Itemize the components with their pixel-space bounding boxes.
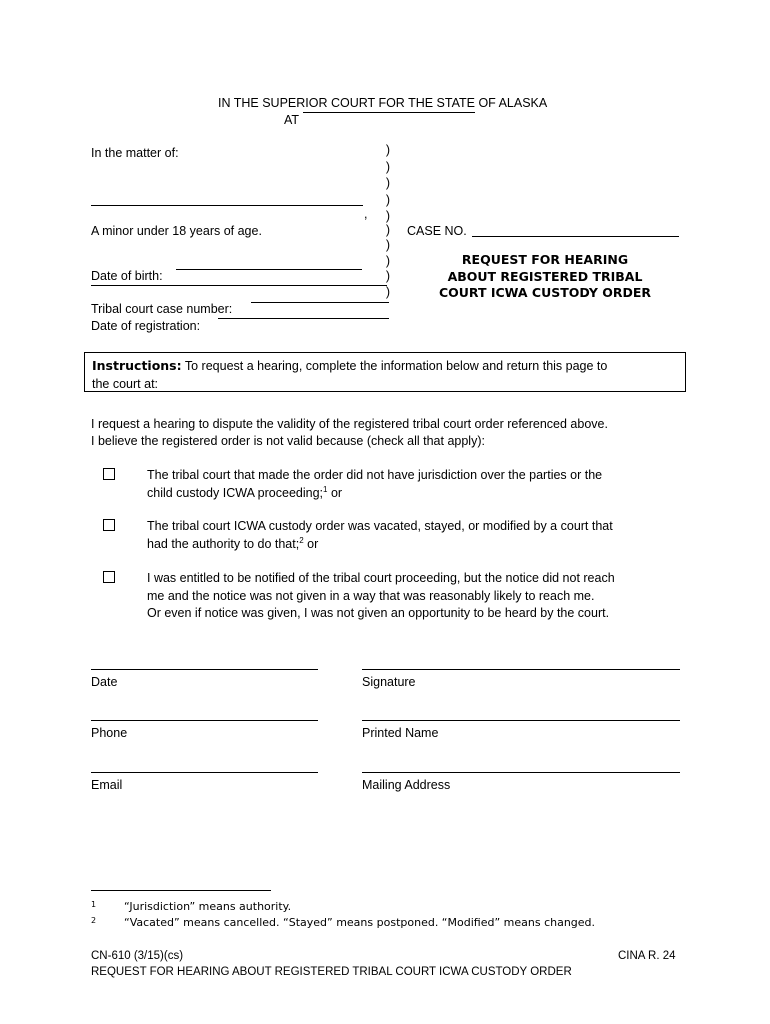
form-title-line: COURT ICWA CUSTODY ORDER [438, 285, 652, 300]
date-field[interactable] [91, 669, 318, 670]
footnote-ref: 2 [299, 535, 304, 545]
printed-name-field[interactable] [362, 720, 680, 721]
date-label: Date [91, 675, 118, 689]
tribal-case-label: Tribal court case number: [91, 302, 233, 316]
phone-label: Phone [91, 726, 128, 740]
instructions-text: To request a hearing, complete the information below and return this page to [184, 359, 608, 373]
footnote-separator [91, 890, 271, 891]
case-no-label: CASE NO. [407, 224, 467, 238]
option-notice [147, 570, 615, 623]
court-location-field[interactable] [303, 112, 475, 113]
matter-label: In the matter of: [91, 146, 179, 160]
signature-field[interactable] [362, 669, 680, 670]
caption-comma: , [364, 207, 368, 221]
caption-paren: ) [385, 238, 391, 252]
dob-label: Date of birth: [91, 269, 163, 283]
instructions-box [84, 352, 686, 392]
caption-paren: ) [385, 143, 391, 157]
option-vacated [147, 518, 613, 553]
minor-label: A minor under 18 years of age. [91, 224, 262, 238]
phone-field[interactable] [91, 720, 318, 721]
case-no-field[interactable] [472, 236, 679, 237]
email-label: Email [91, 778, 123, 792]
caption-paren: ) [385, 254, 391, 268]
option-line: The tribal court ICWA custody order was vacated, stayed, or modified by a court that [147, 519, 613, 533]
footnote-ref: 1 [323, 484, 328, 494]
tribal-case-field[interactable] [251, 302, 389, 303]
minor-name-field[interactable] [91, 205, 363, 206]
email-field[interactable] [91, 772, 318, 773]
at-label: AT [284, 113, 300, 127]
footnote-text: “Vacated” means cancelled. “Stayed” means postponed. “Modified” means changed. [124, 916, 596, 929]
option-line: I was entitled to be notified of the tribal court proceeding, but the notice did not reach [147, 571, 615, 585]
option-line: The tribal court that made the order did not have jurisdiction over the parties or the [147, 468, 603, 482]
form-code: CN-610 (3/15)(cs) [91, 950, 184, 962]
vacated-checkbox[interactable] [103, 519, 115, 531]
caption-divider [91, 285, 387, 286]
court-title: IN THE SUPERIOR COURT FOR THE STATE OF ALASKA [218, 96, 548, 110]
rule-reference: CINA R. 24 [618, 950, 676, 962]
registration-field[interactable] [218, 318, 389, 319]
form-title [420, 252, 670, 302]
footnote-1 [91, 900, 291, 913]
caption-paren: ) [385, 285, 391, 299]
caption-paren: ) [385, 193, 391, 207]
footnote-2 [91, 916, 595, 929]
option-line: child custody ICWA proceeding;$^1$ or [147, 484, 343, 500]
request-statement: I request a hearing to dispute the validity of the registered tribal court order referenced above. [91, 417, 608, 431]
printed-name-label: Printed Name [362, 726, 439, 740]
footnote-number: 2 [91, 916, 97, 925]
dob-field[interactable] [176, 269, 362, 270]
signature-label: Signature [362, 675, 416, 689]
option-line: had the authority to do that;$^2$ or [147, 535, 319, 551]
form-title-line: REQUEST FOR HEARING [461, 252, 629, 267]
mailing-address-label: Mailing Address [362, 778, 451, 792]
footnote-text: “Jurisdiction” means authority. [124, 900, 292, 913]
caption-paren: ) [385, 209, 391, 223]
caption-paren: ) [385, 269, 391, 283]
footnote-number: 1 [91, 900, 97, 909]
registration-label: Date of registration: [91, 319, 201, 333]
notice-checkbox[interactable] [103, 571, 115, 583]
instructions-text-continued: the court at: [92, 377, 159, 391]
caption-paren: ) [385, 223, 391, 237]
caption-paren: ) [385, 160, 391, 174]
footer-form-name: REQUEST FOR HEARING ABOUT REGISTERED TRIBAL COURT ICWA CUSTODY ORDER [91, 966, 572, 978]
option-line: me and the notice was not given in a way that was reasonably likely to reach me. [147, 588, 595, 603]
option-jurisdiction [147, 467, 602, 502]
instructions-label: Instructions: [92, 358, 182, 373]
jurisdiction-checkbox[interactable] [103, 468, 115, 480]
reason-intro: I believe the registered order is not valid because (check all that apply): [91, 434, 485, 448]
form-title-line: ABOUT REGISTERED TRIBAL [447, 268, 643, 284]
caption-paren: ) [385, 176, 391, 190]
option-line: Or even if notice was given, I was not given an opportunity to be heard by the court. [147, 606, 610, 620]
mailing-address-field[interactable] [362, 772, 680, 773]
